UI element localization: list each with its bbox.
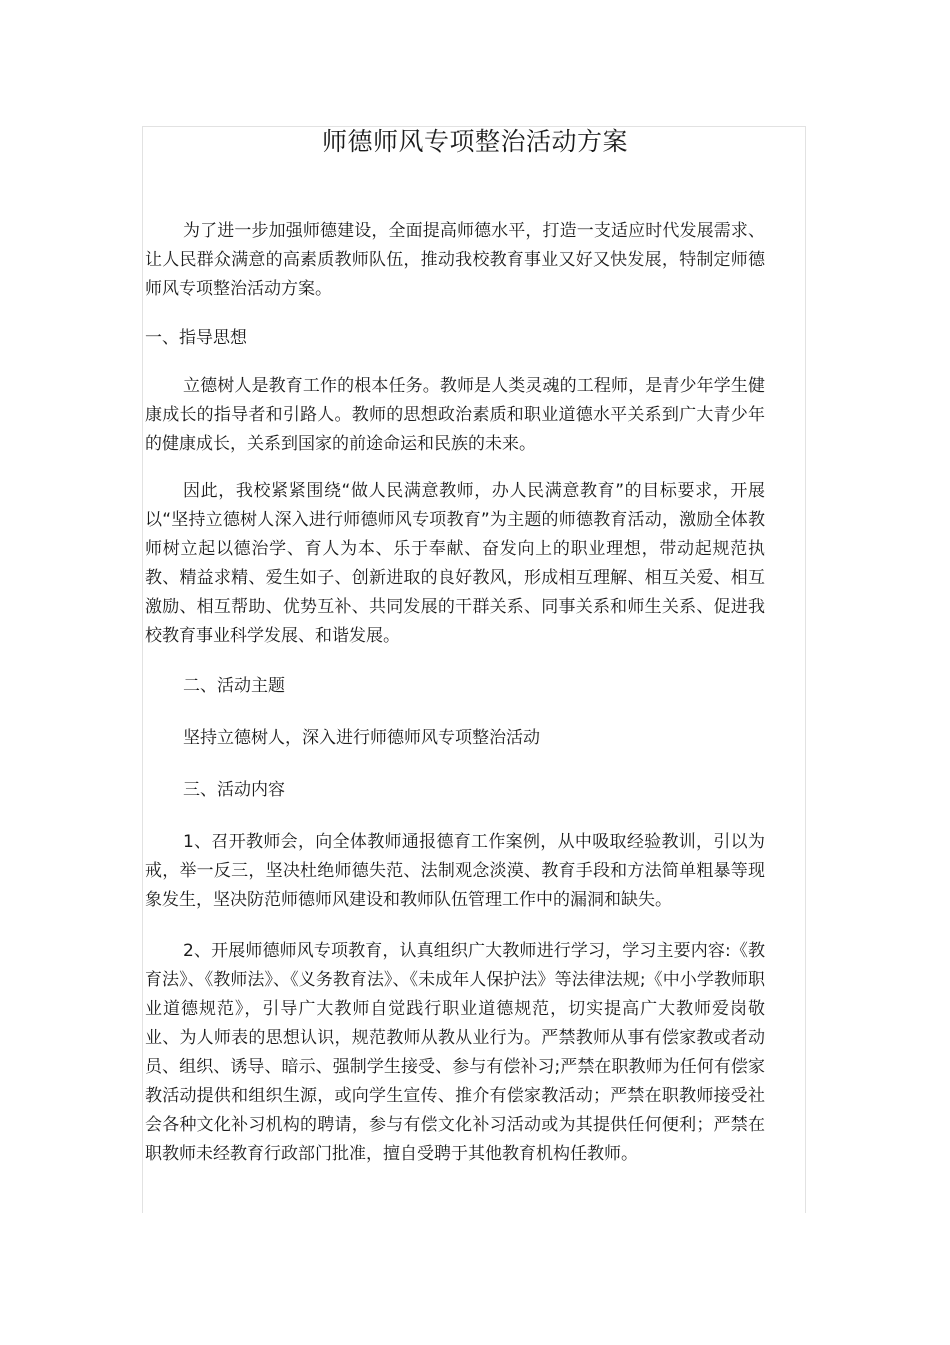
section2-text: 坚持立德树人，深入进行师德师风专项整治活动 — [183, 728, 540, 748]
section1-heading: 一、指导思想 — [145, 328, 247, 348]
content-item-2: 2、开展师德师风专项教育，认真组织广大教师进行学习，学习主要内容:《教育法》、《教师法》、《义务教育法》、《未成年人保护法》等法律法规;《中小学教师职业道德规范》，引导广大教师自觉践行职业道德规范，切实提高广大教师爱岗敬业、为人师表的思想认识，规范教师从教从业行为。严禁教师从事有偿家教或者动员、组织、诱导、暗示、强制学生接受、参与有偿补习;严禁在职教师为任何有偿家教活动提供和组织生源，或向学生宣传、推介有偿家教活动；严禁在职教师接受社会各种文化补习机构的聘请，参与有偿文化补习活动或为其提供任何便利；严禁在职教师未经教育行政部门批准，擅自受聘于其他教育机构任教师。 — [145, 941, 765, 1164]
section2-heading: 二、活动主题 — [183, 676, 285, 696]
section1-paragraph-1: 立德树人是教育工作的根本任务。教师是人类灵魂的工程师，是青少年学生健康成长的指导者和引路人。教师的思想政治素质和职业道德水平关系到广大青少年的健康成长，关系到国家的前途命运和民族的未来。 — [145, 376, 765, 454]
document-page — [142, 126, 806, 1213]
intro-paragraph: 为了进一步加强师德建设，全面提高师德水平，打造一支适应时代发展需求、让人民群众满意的高素质教师队伍，推动我校教育事业又好又快发展，特制定师德师风专项整治活动方案。 — [145, 221, 765, 299]
content-item-1: 1、召开教师会，向全体教师通报德育工作案例，从中吸取经验教训，引以为戒，举一反三，坚决杜绝师德失范、法制观念淡漠、教育手段和方法简单粗暴等现象发生，坚决防范师德师风建设和教师队伍管理工作中的漏洞和缺失。 — [145, 832, 765, 910]
section1-paragraph-2: 因此，我校紧紧围绕“做人民满意教师，办人民满意教育”的目标要求，开展以“坚持立德树人深入进行师德师风专项教育”为主题的师德教育活动，激励全体教师树立起以德治学、育人为本、乐于奉献、奋发向上的职业理想，带动起规范执教、精益求精、爱生如子、创新进取的良好教风，形成相互理解、相互关爱、相互激励、相互帮助、优势互补、共同发展的干群关系、同事关系和师生关系、促进我校教育事业科学发展、和谐发展。 — [145, 481, 765, 646]
document-title: 师德师风专项整治活动方案 — [321, 127, 628, 156]
section3-heading: 三、活动内容 — [183, 780, 285, 800]
